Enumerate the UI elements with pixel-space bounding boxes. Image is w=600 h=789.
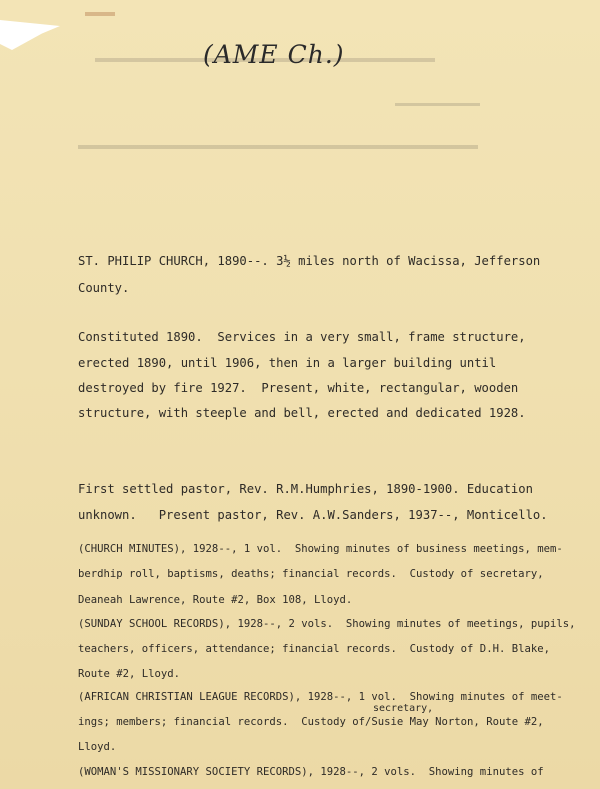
history-line: structure, with steeple and bell, erected and dedicated 1928. (78, 406, 526, 420)
record-line: (CHURCH MINUTES), 1928--, 1 vol. Showing minutes of business meetings, mem- (78, 543, 563, 555)
pastor-line: unknown. Present pastor, Rev. A.W.Sanders, 1937--, Monticello. (78, 508, 548, 522)
record-line: (WOMAN'S MISSIONARY SOCIETY RECORDS), 1928--, 2 vols. Showing minutes of (78, 766, 544, 778)
interlinear-insertion: secretary, (373, 703, 434, 714)
record-line: berdhip roll, baptisms, deaths; financial records. Custody of secretary, (78, 568, 544, 580)
record-line: (AFRICAN CHRISTIAN LEAGUE RECORDS), 1928--, 1 vol. Showing minutes of meet- (78, 691, 563, 703)
record-line: Deaneah Lawrence, Route #2, Box 108, Lloyd. (78, 594, 353, 606)
bleed-through-mark (395, 103, 480, 106)
record-line: Route #2, Lloyd. (78, 668, 181, 680)
torn-corner (0, 20, 60, 50)
bleed-through-mark (78, 145, 478, 149)
history-line: erected 1890, until 1906, then in a larger building until (78, 356, 497, 370)
history-line: Constituted 1890. Services in a very small, frame structure, (78, 330, 526, 344)
header-line-1: ST. PHILIP CHURCH, 1890--. 3½ miles north of Wacissa, Jefferson (78, 254, 541, 268)
header-line-2: County. (78, 281, 130, 295)
handwritten-note: (AME Ch.) (203, 40, 345, 69)
record-line: Lloyd. (78, 741, 117, 753)
history-line: destroyed by fire 1927. Present, white, rectangular, wooden (78, 381, 519, 395)
record-line: ings; members; financial records. Custody of/Susie May Norton, Route #2, (78, 716, 544, 728)
ink-mark (85, 12, 115, 16)
pastor-line: First settled pastor, Rev. R.M.Humphries, 1890-1900. Education (78, 482, 533, 496)
record-line: (SUNDAY SCHOOL RECORDS), 1928--, 2 vols. Showing minutes of meetings, pupils, (78, 618, 576, 630)
record-line: teachers, officers, attendance; financial records. Custody of D.H. Blake, (78, 643, 550, 655)
